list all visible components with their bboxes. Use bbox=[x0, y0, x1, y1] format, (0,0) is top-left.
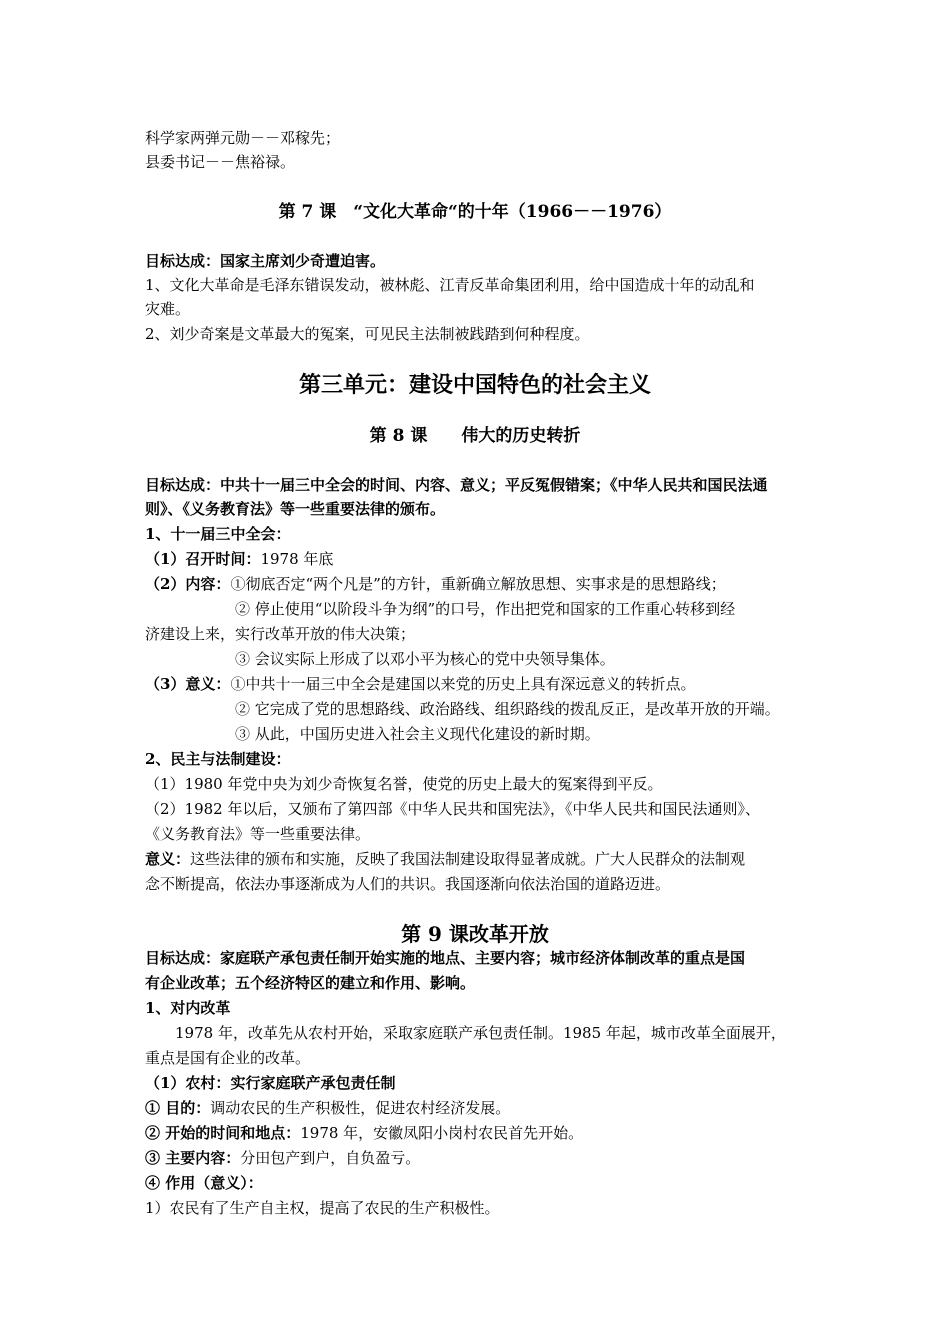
lesson7-title: 第 7 课 “文化大革命“的十年（1966－－1976） bbox=[278, 202, 672, 222]
lesson8-section1-heading: 1、十一届三中全会： bbox=[145, 525, 291, 543]
start-label: ② 开始的时间和地点： bbox=[145, 1124, 301, 1142]
lesson8-significance-row bbox=[145, 847, 815, 871]
unit3-title: 第三单元：建设中国特色的社会主义 bbox=[298, 372, 651, 398]
main-content-label: ③ 主要内容： bbox=[145, 1149, 241, 1167]
intro-line-2: 县委书记－－焦裕禄。 bbox=[145, 153, 296, 171]
lesson9-title: 第 9 课改革开放 bbox=[401, 922, 549, 946]
lesson8-title: 第 8 课 伟大的历史转折 bbox=[369, 426, 581, 446]
intro-line-1: 科学家两弹元勋－－邓稼先； bbox=[145, 129, 341, 147]
lesson9-goal-line1: 目标达成：家庭联产承包责任制开始实施的地点、主要内容；城市经济体制改革的重点是国 bbox=[145, 949, 746, 967]
lesson9-start-row bbox=[145, 1121, 815, 1145]
purpose-label: ① 目的： bbox=[145, 1099, 211, 1117]
content-item-1: ①彻底否定“两个凡是”的方针，重新确立解放思想、实事求是的思想路线； bbox=[230, 575, 726, 593]
significance-label: 意义： bbox=[145, 850, 191, 868]
meaning-item-3: ③ 从此，中国历史进入社会主义现代化建设的新时期。 bbox=[235, 725, 600, 743]
lesson8-section2-item2-line1: （2）1982 年以后，又颁布了第四部《中华人民共和国宪法》，《中华人民共和国民法通则》、 bbox=[145, 800, 760, 818]
lesson7-p2: 2、刘少奇案是文革最大的冤案，可见民主法制被践踏到何种程度。 bbox=[145, 325, 590, 343]
content-item-2-line2: 济建设上来，实行改革开放的伟大决策； bbox=[145, 625, 416, 643]
lesson8-time-row bbox=[145, 547, 815, 571]
content-item-2-line1: ② 停止使用“以阶段斗争为纲”的口号，作出把党和国家的工作重心转移到经 bbox=[235, 600, 736, 618]
content-label: （2）内容： bbox=[145, 575, 231, 593]
purpose-value: 调动农民的生产积极性，促进农村经济发展。 bbox=[210, 1099, 511, 1117]
lesson7-goal: 目标达成：国家主席刘少奇遭迫害。 bbox=[145, 252, 386, 270]
lesson9-effect-item1: 1）农民有了生产自主权，提高了农民的生产积极性。 bbox=[145, 1199, 500, 1217]
lesson7-p1-line1: 1、文化大革命是毛泽东错误发动，被林彪、江青反革命集团利用，给中国造成十年的动乱和 bbox=[145, 276, 755, 294]
lesson8-significance-line2: 念不断提高，依法办事逐渐成为人们的共识。我国逐渐向依法治国的道路迈进。 bbox=[145, 875, 671, 893]
meaning-item-1: ①中共十一届三中全会是建国以来党的历史上具有深远意义的转折点。 bbox=[230, 675, 696, 693]
lesson9-main-row bbox=[145, 1146, 815, 1170]
lesson9-goal-line2: 有企业改革；五个经济特区的建立和作用、影响。 bbox=[145, 974, 476, 992]
time-label: （1）召开时间： bbox=[145, 550, 261, 568]
lesson8-content-row bbox=[145, 572, 815, 596]
lesson9-purpose-row bbox=[145, 1096, 815, 1120]
start-value: 1978 年，安徽凤阳小岗村农民首先开始。 bbox=[300, 1124, 584, 1142]
significance-text-1: 这些法律的颁布和实施，反映了我国法制建设取得显著成就。广大人民群众的法制观 bbox=[190, 850, 746, 868]
lesson8-section2-item1: （1）1980 年党中央为刘少奇恢复名誉，使党的历史上最大的冤案得到平反。 bbox=[145, 775, 663, 793]
meaning-item-2: ② 它完成了党的思想路线、政治路线、组织路线的拨乱反正，是改革开放的开端。 bbox=[235, 700, 780, 718]
lesson8-goal-line2: 则》、《义务教育法》等一些重要法律的颁布。 bbox=[145, 500, 446, 518]
lesson9-paragraph-line2: 重点是国有企业的改革。 bbox=[145, 1049, 311, 1067]
lesson7-p1-line2: 灾难。 bbox=[145, 300, 191, 318]
lesson9-paragraph-line1: 1978 年，改革先从农村开始，采取家庭联产承包责任制。1985 年起，城市改革全面展开， bbox=[175, 1024, 786, 1042]
lesson8-section2-heading: 2、民主与法制建设： bbox=[145, 750, 291, 768]
lesson9-section1-heading: 1、对内改革 bbox=[145, 999, 231, 1017]
time-value: 1978 年底 bbox=[260, 550, 334, 568]
meaning-label: （3）意义： bbox=[145, 675, 231, 693]
main-content-value: 分田包产到户，自负盈亏。 bbox=[240, 1149, 421, 1167]
lesson8-section2-item2-line2: 《义务教育法》等一些重要法律。 bbox=[145, 825, 371, 843]
lesson8-goal-line1: 目标达成：中共十一届三中全会的时间、内容、意义；平反冤假错案；《中华人民共和国民法通 bbox=[145, 476, 768, 494]
lesson9-rural-heading: （1）农村：实行家庭联产承包责任制 bbox=[145, 1074, 396, 1092]
lesson9-effect-label: ④ 作用（意义）： bbox=[145, 1174, 263, 1192]
lesson8-meaning-row bbox=[145, 672, 815, 696]
content-item-3: ③ 会议实际上形成了以邓小平为核心的党中央领导集体。 bbox=[235, 650, 615, 668]
